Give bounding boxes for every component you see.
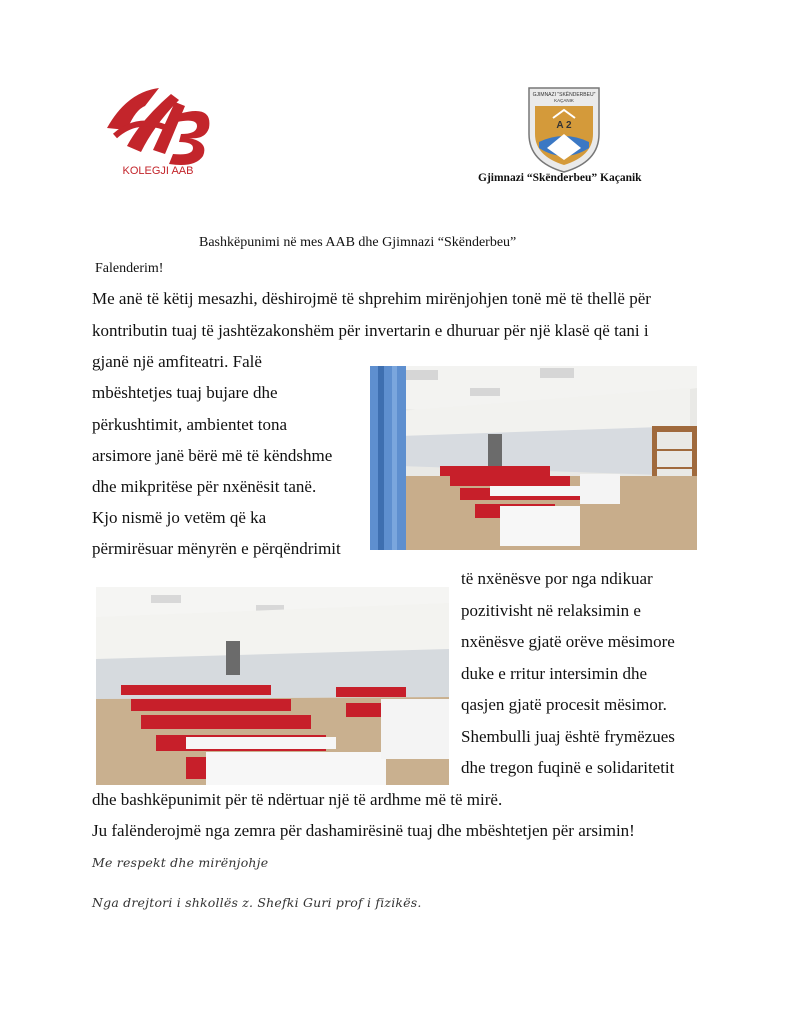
signature-closing: Me respekt dhe mirënjohje	[92, 855, 269, 870]
crest-sub-text: KAÇANIK	[554, 98, 574, 103]
salutation: Falenderim!	[95, 261, 164, 276]
school-crest-logo	[525, 82, 603, 174]
body-line: Shembulli juaj është frymëzues	[461, 727, 675, 746]
body-line: Kjo nismë jo vetëm që ka	[92, 508, 267, 527]
classroom-photo-2	[96, 587, 449, 785]
body-line: qasjen gjatë procesit mësimor.	[461, 695, 667, 714]
kolegji-aab-logo	[97, 76, 220, 179]
body-line: pozitivisht në relaksimin e	[461, 601, 641, 620]
document-heading: Bashkëpunimi në mes AAB dhe Gjimnazi “Skënderbeu”	[199, 235, 517, 250]
school-name: Gjimnazi “Skënderbeu” Kaçanik	[478, 172, 642, 184]
body-line: arsimore janë bërë më të këndshme	[92, 446, 333, 465]
body-line: Me anë të këtij mesazhi, dëshirojmë të shprehim mirënjohjen tonë më të thellë për	[92, 289, 651, 308]
crest-letters: A 2	[556, 120, 572, 131]
body-line: dhe mikpritëse për nxënësit tanë.	[92, 477, 317, 496]
signature-author: Nga drejtori i shkollës z. Shefki Guri prof i fizikës.	[92, 895, 422, 910]
body-line: dhe bashkëpunimit për të ndërtuar një të ardhme më të mirë.	[92, 790, 503, 809]
body-line: nxënësve gjatë orëve mësimore	[461, 632, 675, 651]
classroom-photo-1	[370, 366, 697, 550]
body-line: gjanë një amfiteatri. Falë	[92, 352, 262, 371]
body-line: mbështetjes tuaj bujare dhe	[92, 383, 278, 402]
body-line: Ju falënderojmë nga zemra për dashamirësinë tuaj dhe mbështetjen për arsimin!	[92, 821, 635, 840]
body-line: dhe tregon fuqinë e solidaritetit	[461, 758, 675, 777]
crest-top-text: GJIMNAZI "SKËNDERBEU"	[532, 92, 596, 98]
body-line: përkushtimit, ambientet tona	[92, 415, 287, 434]
body-line: duke e rritur intersimin dhe	[461, 664, 648, 683]
body-line: kontributin tuaj të jashtëzakonshëm për invertarin e dhuruar për një klasë që tani i	[92, 321, 649, 340]
aab-logo-caption: KOLEGJI AAB	[122, 165, 194, 177]
body-line: përmirësuar mënyrën e përqëndrimit	[92, 539, 341, 558]
body-line: të nxënësve por nga ndikuar	[461, 569, 653, 588]
